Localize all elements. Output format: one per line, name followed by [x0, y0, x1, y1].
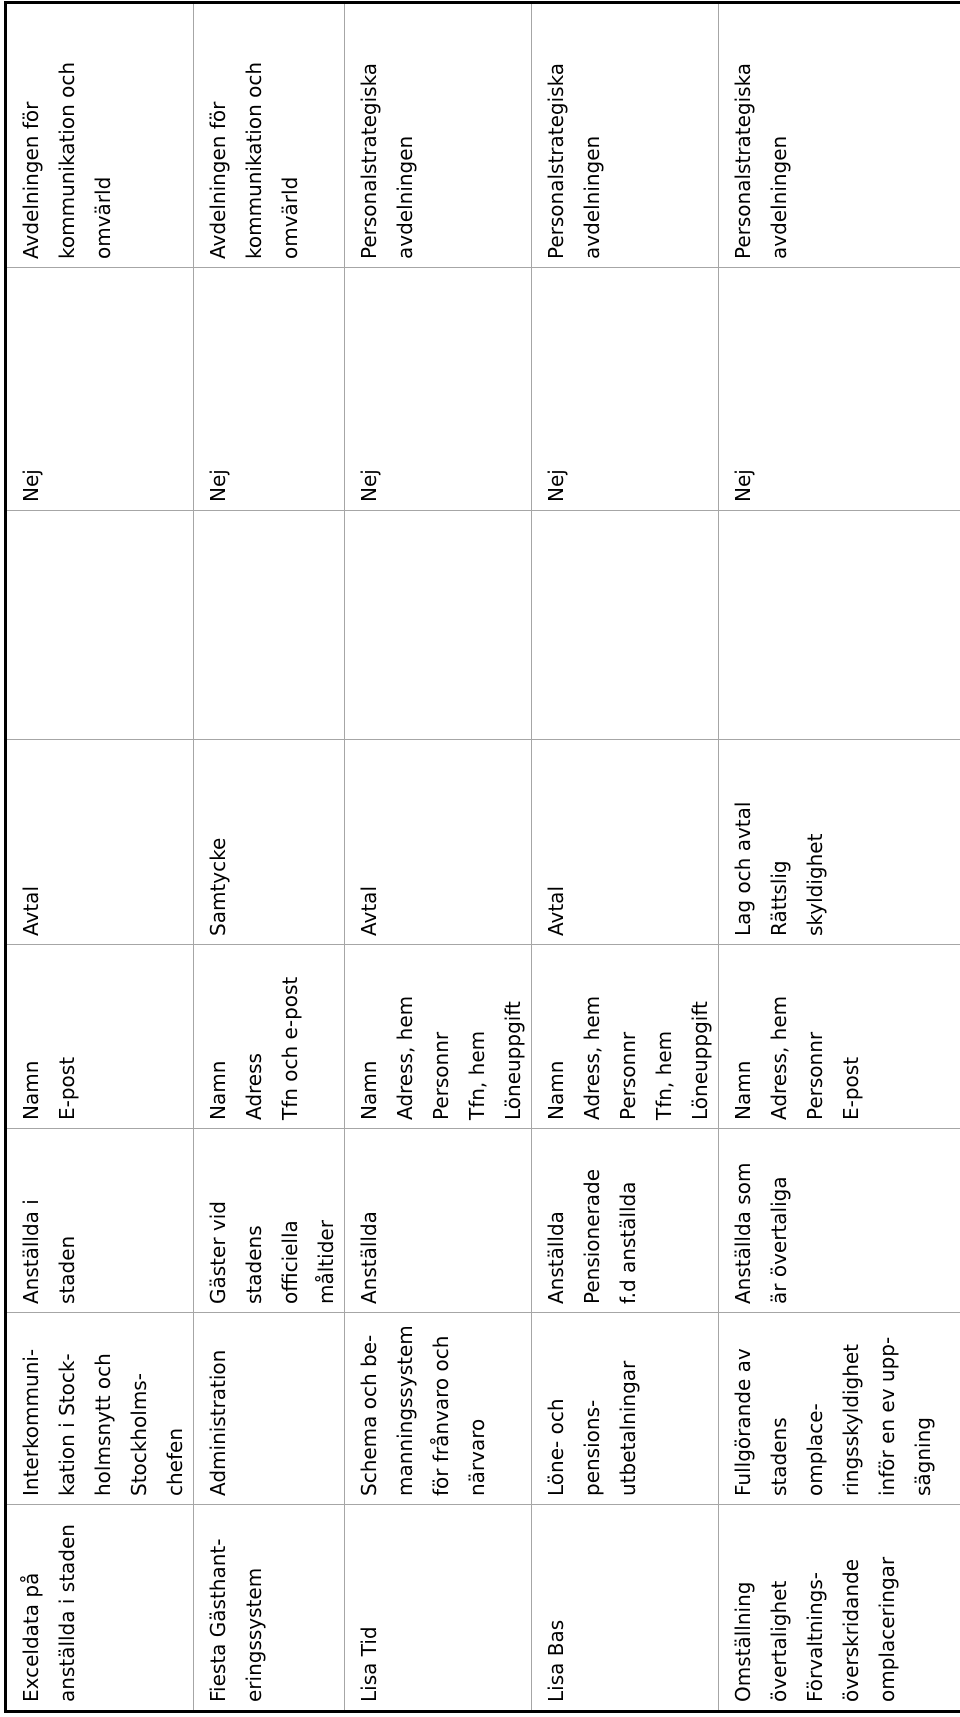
table-row: [194, 3, 345, 1712]
table-cell: Personalstrategiska avdelningen: [345, 3, 532, 268]
table-cell: Gäster vid stadens officiella måltider: [194, 1129, 345, 1313]
table-cell: Avdelningen för kommunikation och omvärld: [194, 3, 345, 268]
table-row: [532, 3, 719, 1712]
table-cell: Fullgörande av stadens omplace- ringsskyldighet inför en ev upp- sägning: [719, 1313, 960, 1505]
register-table: [4, 1, 960, 1713]
table-row: [6, 3, 194, 1712]
table-row: [719, 3, 960, 1712]
table-cell: Anställda som är övertaliga: [719, 1129, 960, 1313]
table-cell: Nej: [194, 268, 345, 511]
table-cell: Nej: [345, 268, 532, 511]
table-cell: Avtal: [532, 740, 719, 945]
table-cell: Anställda: [345, 1129, 532, 1313]
table-cell: Schema och be- manningssystem för frånvaro och närvaro: [345, 1313, 532, 1505]
table-cell: Namn Adress, hem Personnr E-post: [719, 945, 960, 1129]
table-cell: Samtycke: [194, 740, 345, 945]
table-cell: Lag och avtal Rättslig skyldighet: [719, 740, 960, 945]
table-cell: Fiesta Gästhant- eringssystem: [194, 1505, 345, 1712]
table-cell: [345, 511, 532, 740]
table-cell: [6, 511, 194, 740]
table-cell: Namn Adress, hem Personnr Tfn, hem Löneuppgift: [532, 945, 719, 1129]
table-cell: Avtal: [6, 740, 194, 945]
table-row: [345, 3, 532, 1712]
table-cell: Interkommuni- kation i Stock- holmsnytt och Stockholms-chefen: [6, 1313, 194, 1505]
table-cell: Personalstrategiska avdelningen: [719, 3, 960, 268]
table-cell: Avtal: [345, 740, 532, 945]
table-cell: Nej: [6, 268, 194, 511]
table-cell: Omställning övertalighet Förvaltnings- överskridande omplaceringar: [719, 1505, 960, 1712]
table-cell: Namn Adress, hem Personnr Tfn, hem Löneuppgift: [345, 945, 532, 1129]
table-cell: [194, 511, 345, 740]
table-cell: [719, 511, 960, 740]
table-cell: Personalstrategiska avdelningen: [532, 3, 719, 268]
table-cell: Nej: [532, 268, 719, 511]
table-cell: Administration: [194, 1313, 345, 1505]
table-cell: Lisa Tid: [345, 1505, 532, 1712]
table-cell: Löne- och pensions- utbetalningar: [532, 1313, 719, 1505]
table-cell: Avdelningen för kommunikation och omvärld: [6, 3, 194, 268]
table-cell: Exceldata på anställda i staden: [6, 1505, 194, 1712]
table-cell: Namn Adress Tfn och e-post: [194, 945, 345, 1129]
table-cell: [532, 511, 719, 740]
table-cell: Lisa Bas: [532, 1505, 719, 1712]
table-cell: Anställda i staden: [6, 1129, 194, 1313]
table-cell: Nej: [719, 268, 960, 511]
table-cell: Namn E-post: [6, 945, 194, 1129]
table-cell: Anställda Pensionerade f.d anställda: [532, 1129, 719, 1313]
